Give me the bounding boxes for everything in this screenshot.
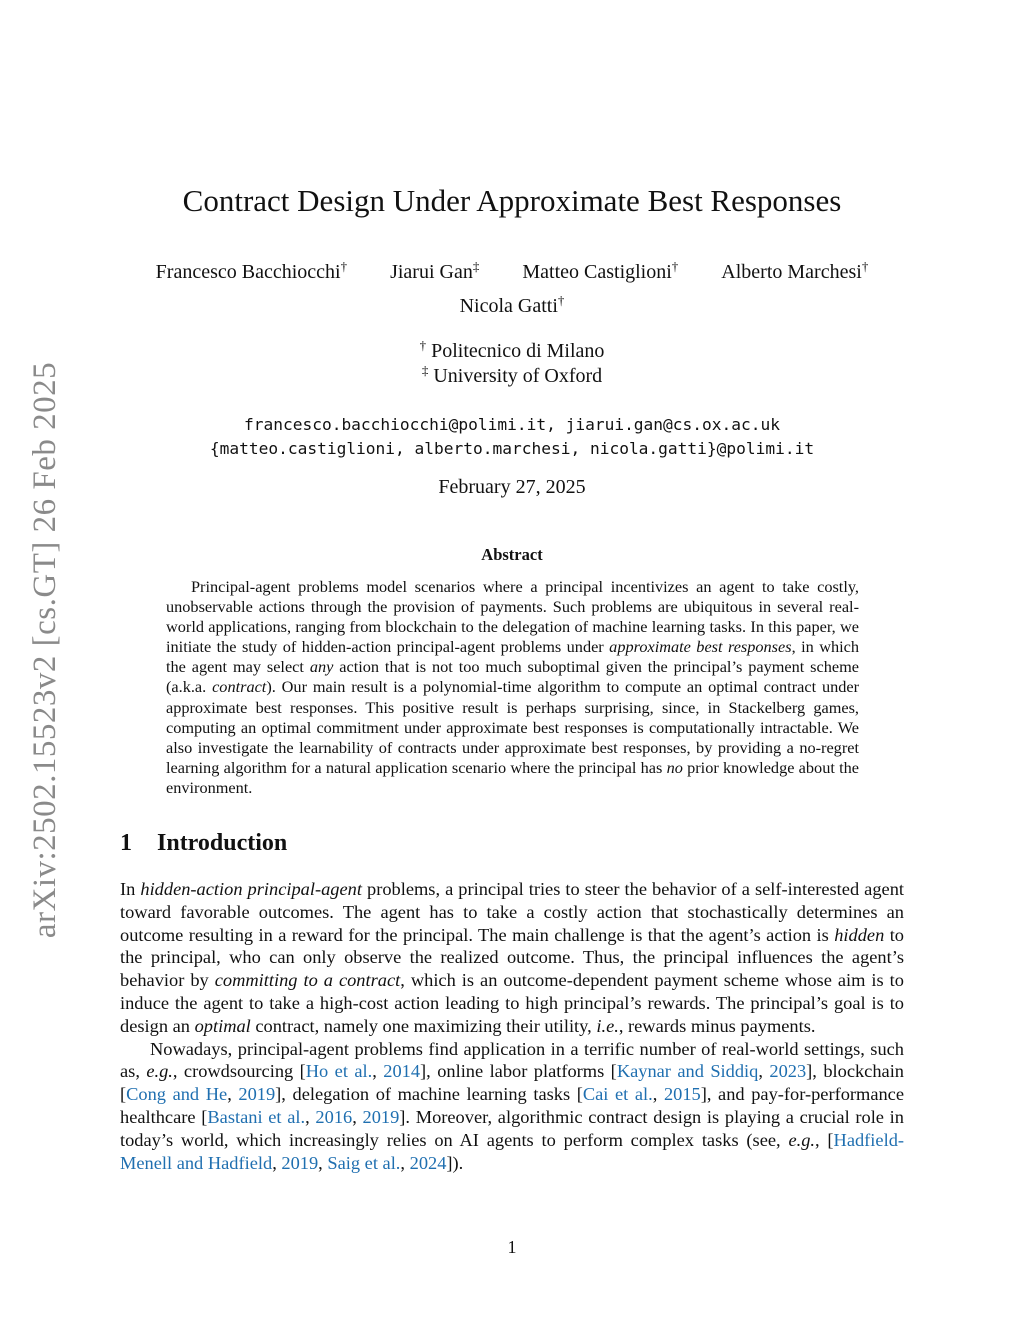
citation-link[interactable]: 2023 xyxy=(769,1061,807,1082)
citation-link[interactable]: Cai et al. xyxy=(582,1084,653,1105)
paragraph: In hidden-action principal-agent problems, a principal tries to steer the behavior of a self-interested agent toward favorable outcomes. The agent has to take a costly action that stochastically determines an outcome resulting in a reward for the principal. The main challenge is that the agent’s action is hidden to the principal, who can only observe the realized outcome. Thus, the principal influences the agent’s behavior by committing to a contract, which is an outcome-dependent payment scheme whose aim is to induce the agent to take a high-cost action leading to high principal’s rewards. The principal’s goal is to design an optimal contract, namely one maximizing their utility, i.e., rewards minus payments. xyxy=(120,879,905,1036)
citation-link[interactable]: Saig et al. xyxy=(327,1152,401,1173)
abstract-body: Principal-agent problems model scenarios where a principal incentivizes an agent to take costly, unobservable actions through the provision of payments. Such problems are ubiquitous in several real-world applications, ranging from blockchain to the delegation of machine learning tasks. In this paper, we initiate the study of hidden-action principal-agent problems under approximate best responses, in which the agent may select any action that is not too much suboptimal given the principal’s payment scheme (a.k.a. contract). Our main result is a polynomial-time algorithm to compute an optimal contract under approximate best responses. This positive result is perhaps surprising, since, in Stackelberg games, computing an optimal commitment under approximate best responses is computationally intractable. We also investigate the learnability of contracts under approximate best responses, by providing a no-regret learning algorithm for a natural application scenario where the principal has no prior knowledge about the environment. xyxy=(166,577,860,797)
affiliation: † Politecnico di Milano xyxy=(419,337,605,362)
citation-link[interactable]: Bastani et al. xyxy=(207,1106,306,1127)
citation-link[interactable]: Kaynar and Siddiq xyxy=(616,1061,759,1082)
citation-link[interactable]: Cong and He xyxy=(126,1084,228,1105)
citation-link[interactable]: 2015 xyxy=(663,1084,701,1105)
arxiv-identifier: arXiv:2502.15523v2 [cs.GT] 26 Feb 2025 xyxy=(27,361,63,939)
abstract-heading: Abstract xyxy=(481,545,543,564)
citation-link[interactable]: 2019 xyxy=(238,1084,276,1105)
paper-date: February 27, 2025 xyxy=(438,476,586,498)
affiliation: ‡ University of Oxford xyxy=(421,362,603,387)
citation-link[interactable]: 2019 xyxy=(362,1106,400,1127)
section-heading xyxy=(120,830,287,857)
introduction-body xyxy=(120,878,904,1174)
citation-link[interactable]: Hadfield-Menell and Hadfield xyxy=(120,1129,905,1173)
section-number: 1 xyxy=(120,830,132,856)
page-number: 1 xyxy=(507,1237,517,1257)
email-line: {matteo.castiglioni, alberto.marchesi, nicola.gatti}@polimi.it xyxy=(209,439,815,458)
citation-link[interactable]: 2019 xyxy=(281,1152,319,1173)
citation-link[interactable]: 2016 xyxy=(315,1106,353,1127)
citation-link[interactable]: 2014 xyxy=(383,1061,421,1082)
affiliations xyxy=(100,339,924,389)
author: Alberto Marchesi† xyxy=(721,258,869,283)
paragraph: Nowadays, principal-agent problems find application in a terrific number of real-world settings, such as, e.g., crowdsourcing [Ho et al., 2014], online labor platforms [Kaynar and Siddiq, 2023], blockchain [Cong and He, 2019], delegation of machine learning tasks [Cai et al., 2015], and pay-for-performance healthcare [Bastani et al., 2016, 2019]. Moreover, algorithmic contract design is playing a crucial role in today’s world, which increasingly relies on AI agents to perform complex tasks (see, e.g., [Hadfield-Menell and Hadfield, 2019, Saig et al., 2024]). xyxy=(120,1038,905,1173)
author: Matteo Castiglioni† xyxy=(522,258,679,283)
paper-title: Contract Design Under Approximate Best Responses xyxy=(182,183,842,218)
citation-link[interactable]: Ho et al. xyxy=(305,1061,373,1082)
author: Francesco Bacchiocchi† xyxy=(155,258,348,283)
email-line: francesco.bacchiocchi@polimi.it, jiarui.gan@cs.ox.ac.uk xyxy=(243,415,780,434)
author: Nicola Gatti† xyxy=(459,292,565,317)
author: Jiarui Gan‡ xyxy=(390,258,480,283)
citation-link[interactable]: 2024 xyxy=(409,1152,447,1173)
author-list xyxy=(100,255,924,323)
section-title: Introduction xyxy=(157,830,288,856)
author-emails xyxy=(60,413,964,461)
